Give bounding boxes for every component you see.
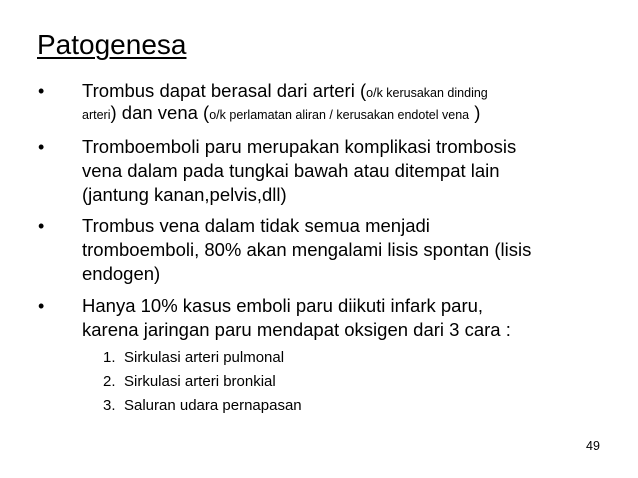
sub-list-item bbox=[103, 396, 302, 416]
bullet-3-line-2: tromboemboli, 80% akan mengalami lisis spontan (lisis bbox=[82, 239, 532, 260]
bullet-marker: • bbox=[38, 296, 45, 316]
sub-list-item bbox=[103, 372, 276, 392]
page-number: 49 bbox=[586, 439, 600, 453]
sub-list-text: Saluran udara pernapasan bbox=[124, 397, 302, 414]
bullet-1-note-2: o/k perlamatan aliran / kerusakan endotel vena bbox=[209, 108, 470, 122]
bullet-2-line-2: vena dalam pada tungkai bawah atau ditempat lain bbox=[82, 160, 500, 181]
bullet-1-line-2 bbox=[82, 101, 480, 127]
bullet-1-note-end: arteri bbox=[82, 108, 111, 122]
sub-list-number: 3. bbox=[103, 397, 116, 414]
bullet-1-text: Trombus dapat berasal dari arteri ( bbox=[82, 80, 367, 101]
slide-title: Patogenesa bbox=[37, 29, 187, 60]
bullet-marker: • bbox=[38, 216, 45, 236]
bullet-marker: • bbox=[38, 81, 45, 101]
bullet-4-line-2: karena jaringan paru mendapat oksigen dari 3 cara : bbox=[82, 319, 511, 340]
sub-list-number: 2. bbox=[103, 373, 116, 390]
sub-list-number: 1. bbox=[103, 349, 116, 366]
sub-list-text: Sirkulasi arteri bronkial bbox=[124, 373, 276, 390]
bullet-2-line-3: (jantung kanan,pelvis,dll) bbox=[82, 184, 287, 205]
sub-list-text: Sirkulasi arteri pulmonal bbox=[124, 349, 285, 366]
bullet-3-line-3: endogen) bbox=[82, 263, 161, 284]
bullet-2-line-1: Tromboemboli paru merupakan komplikasi trombosis bbox=[82, 136, 517, 157]
bullet-marker: • bbox=[38, 137, 45, 157]
sub-list-item bbox=[103, 348, 284, 368]
bullet-1-text-cont: ) dan vena ( bbox=[110, 102, 210, 123]
bullet-4-line-1: Hanya 10% kasus emboli paru diikuti infark paru, bbox=[82, 295, 484, 316]
bullet-1-close: ) bbox=[469, 102, 481, 123]
bullet-3-line-1: Trombus vena dalam tidak semua menjadi bbox=[82, 215, 430, 236]
bullet-1-note: o/k kerusakan dinding bbox=[366, 86, 488, 100]
